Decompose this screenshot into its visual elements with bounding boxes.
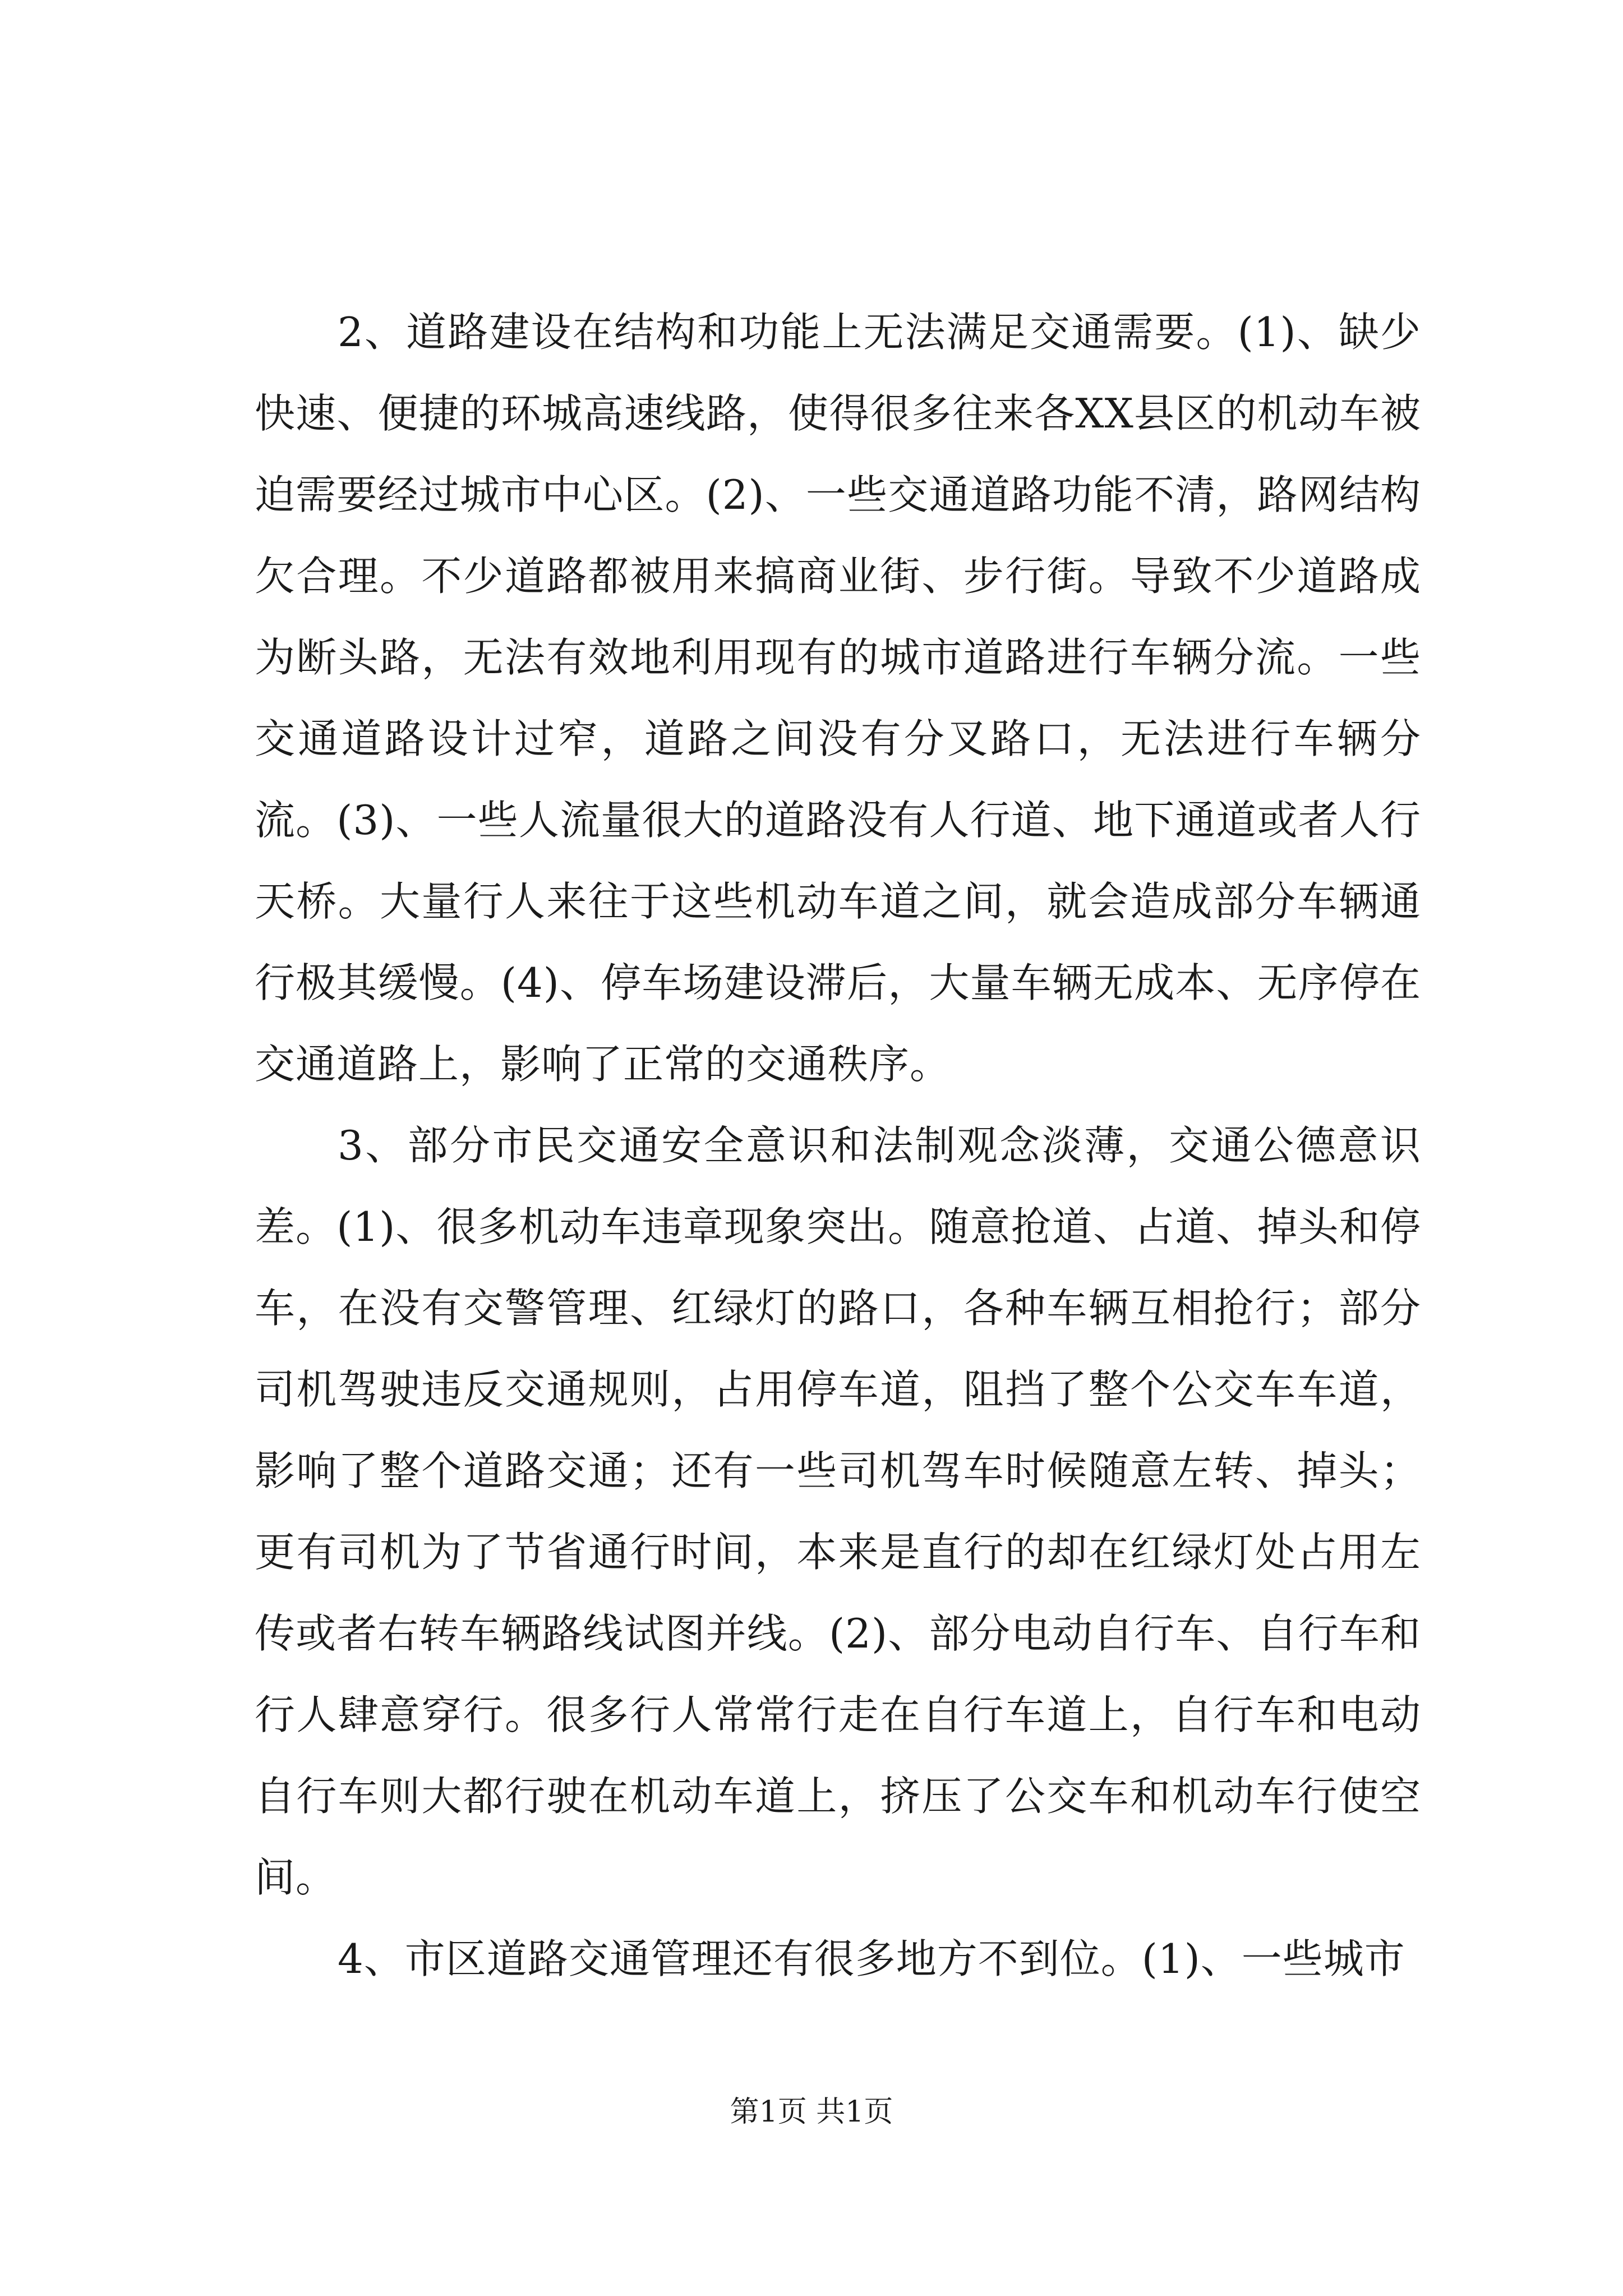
paragraph-road-construction: 2、道路建设在结构和功能上无法满足交通需要。(1)、缺少快速、便捷的环城高速线路，使得很多往来各XX县区的机动车被迫需要经过城市中心区。(2)、一些交通道路功能不清，路网结构欠合理。不少道路都被用来搞商业街、步行街。导致不少道路成为断头路，无法有效地利用现有的城市道路进行车辆分流。一些交通道路设计过窄，道路之间没有分叉路口，无法进行车辆分流。(3)、一些人流量很大的道路没有人行道、地下通道或者人行天桥。大量行人来往于这些机动车道之间，就会造成部分车辆通行极其缓慢。(4)、停车场建设滞后，大量车辆无成本、无序停在交通道路上，影响了正常的交通秩序。 xyxy=(255,309,1421,1088)
page-footer: 第1页 共1页 xyxy=(730,2095,893,2129)
document-body xyxy=(255,292,1421,2000)
paragraph-citizen-awareness: 3、部分市民交通安全意识和法制观念淡薄，交通公德意识差。(1)、很多机动车违章现象突出。随意抢道、占道、掉头和停车，在没有交警管理、红绿灯的路口，各种车辆互相抢行；部分司机驾驶违反交通规则，占用停车道，阻挡了整个公交车车道，影响了整个道路交通；还有一些司机驾车时候随意左转、掉头；更有司机为了节省通行时间，本来是直行的却在红绿灯处占用左传或者右转车辆路线试图并线。(2)、部分电动自行车、自行车和行人肆意穿行。很多行人常常行走在自行车道上，自行车和电动自行车则大都行驶在机动车道上，挤压了公交车和机动车行使空间。 xyxy=(255,1122,1421,1901)
paragraph-traffic-management: 4、市区道路交通管理还有很多地方不到位。(1)、一些城市 xyxy=(338,1935,1405,1982)
